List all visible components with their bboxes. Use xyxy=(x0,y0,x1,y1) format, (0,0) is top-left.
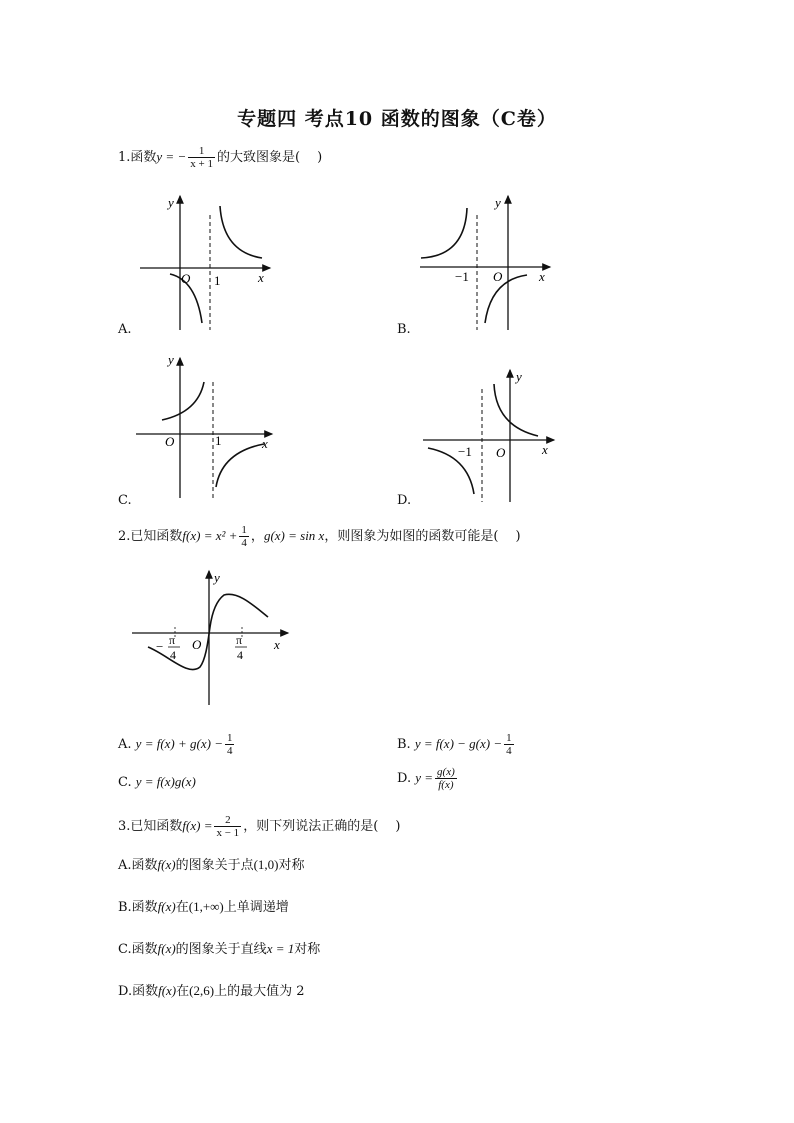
question-1-stem xyxy=(118,145,322,170)
q3-option-d-t1: D.函数 xyxy=(118,984,159,999)
origin-label: O xyxy=(192,637,202,652)
origin-label: O xyxy=(165,434,175,449)
q3-option-a-t1: A.函数 xyxy=(118,858,158,873)
q1-graph-a xyxy=(130,190,280,335)
q2-option-d-expr: y = xyxy=(415,770,434,785)
q3-option-d-t2: 在 xyxy=(176,984,190,999)
q2-option-b-den: 4 xyxy=(506,745,512,757)
q3-option-b-t1: B.函数 xyxy=(118,900,158,915)
curve-lower-right xyxy=(485,275,527,323)
q3-option-c-t3: 对称 xyxy=(294,942,321,957)
q2-option-b[interactable] xyxy=(397,732,516,757)
q3-option-d-m2: (2,6) xyxy=(189,983,215,998)
y-label: y xyxy=(214,570,220,585)
q3-option-c-m2: x = 1 xyxy=(266,941,295,956)
tick-label: 1 xyxy=(215,433,222,448)
q2-option-a-expr: y = f(x) + g(x) − xyxy=(135,736,223,751)
q1-fraction xyxy=(188,145,215,170)
q1-option-c-label[interactable]: C. xyxy=(118,493,132,508)
q1-lhs: y = − xyxy=(156,149,187,164)
q3-option-c-t2: 的图象关于直线 xyxy=(175,942,267,957)
tick-label: −1 xyxy=(458,444,472,459)
q2-g-def: g(x) = sin x xyxy=(263,528,325,543)
q3-prefix: 3.已知函数 xyxy=(118,819,183,834)
q2-option-a-num: 1 xyxy=(226,732,233,744)
q3-option-b-t2: 在 xyxy=(175,900,189,915)
y-label: y xyxy=(516,369,522,384)
q3-option-d[interactable] xyxy=(118,983,304,1000)
q3-option-d-m1: f(x) xyxy=(158,983,177,998)
tick-label: 1 xyxy=(214,273,221,288)
q3-option-a-m1: f(x) xyxy=(157,857,176,872)
q3-frac-num: 2 xyxy=(214,814,241,827)
q1-frac-num: 1 xyxy=(188,145,215,158)
q2-option-d[interactable] xyxy=(397,766,459,791)
q2-option-d-label: D. xyxy=(397,771,412,786)
q3-option-b-m2: (1,+∞) xyxy=(188,899,224,914)
q2-option-c-expr: y = f(x)g(x) xyxy=(135,774,196,789)
q1-frac-den: x + 1 xyxy=(190,158,213,170)
x-label: x xyxy=(542,442,548,457)
y-label: y xyxy=(168,352,174,367)
q2-option-a[interactable] xyxy=(118,732,236,757)
q2-option-c-label: C. xyxy=(118,775,132,790)
tick-label: −1 xyxy=(455,269,469,284)
q2-graph xyxy=(128,567,296,709)
curve-upper-left xyxy=(162,382,204,420)
origin-label: O xyxy=(496,445,506,460)
q1-option-b-label[interactable]: B. xyxy=(397,322,411,337)
q3-option-c-t1: C.函数 xyxy=(118,942,158,957)
x-label: x xyxy=(539,269,545,284)
neg-tick-sign: − xyxy=(156,639,164,654)
q2-option-b-expr: y = f(x) − g(x) − xyxy=(414,736,503,751)
q2-f-frac-den: 4 xyxy=(241,537,247,549)
x-label: x xyxy=(258,270,264,285)
q1-option-d-label[interactable]: D. xyxy=(397,493,412,508)
question-3-stem xyxy=(118,814,400,839)
q1-option-a-label[interactable]: A. xyxy=(118,322,132,337)
q3-option-a-t2: 的图象关于点 xyxy=(175,858,254,873)
q1-graph-c xyxy=(130,352,280,502)
q2-option-a-label: A. xyxy=(118,737,132,752)
curve-upper-right xyxy=(220,206,262,258)
q3-option-b-t3: 上单调递增 xyxy=(223,900,289,915)
q2-suffix: ，则图象为如图的函数可能是( ) xyxy=(324,529,521,544)
q2-option-a-fraction xyxy=(225,732,235,757)
q3-option-c[interactable] xyxy=(118,941,320,958)
q2-sep: ， xyxy=(250,529,264,544)
q1-graph-d xyxy=(418,364,568,509)
q2-f-def: f(x) = x² + xyxy=(182,528,238,543)
y-label: y xyxy=(168,195,174,210)
q3-option-b-m1: f(x) xyxy=(157,899,176,914)
origin-label: O xyxy=(493,269,503,284)
q3-option-c-m1: f(x) xyxy=(157,941,176,956)
q3-fraction xyxy=(214,814,241,839)
q3-option-a[interactable] xyxy=(118,857,305,874)
pos-tick-den: 4 xyxy=(237,648,243,662)
q2-option-d-den: f(x) xyxy=(438,779,454,791)
neg-tick-num: π xyxy=(169,633,176,647)
pos-tick-num: π xyxy=(236,633,243,647)
q2-option-d-fraction xyxy=(435,766,457,791)
question-2-stem xyxy=(118,524,521,549)
q2-option-b-num: 1 xyxy=(506,732,512,744)
q1-prefix: 1.函数 xyxy=(118,150,157,165)
q2-option-a-den: 4 xyxy=(226,745,233,757)
q2-f-frac-num: 1 xyxy=(241,524,247,536)
q1-graph-b xyxy=(415,190,565,335)
q3-option-a-t3: 对称 xyxy=(278,858,305,873)
q2-prefix: 2.已知函数 xyxy=(118,529,183,544)
q3-frac-den: x − 1 xyxy=(216,827,240,839)
x-label: x xyxy=(262,436,268,451)
page-title: 专题四 考点10 函数的图象（C卷） xyxy=(237,108,557,130)
q3-option-a-m2: (1,0) xyxy=(253,857,279,872)
graph-curve xyxy=(148,594,268,669)
y-label: y xyxy=(495,195,501,210)
q2-option-d-num: g(x) xyxy=(437,766,455,778)
curve-lower-right xyxy=(216,444,264,487)
q3-f-def: f(x) = xyxy=(182,818,213,833)
q3-suffix: ，则下列说法正确的是( ) xyxy=(243,819,401,834)
q2-option-c[interactable] xyxy=(118,774,196,791)
neg-tick-den: 4 xyxy=(170,648,176,662)
q2-option-b-fraction xyxy=(504,732,514,757)
q2-option-b-label: B. xyxy=(397,737,411,752)
origin-label: O xyxy=(181,271,191,286)
curve-upper-left xyxy=(421,208,467,258)
q1-suffix: 的大致图象是( ) xyxy=(216,150,323,165)
q3-option-b[interactable] xyxy=(118,899,289,916)
x-label: x xyxy=(274,637,280,652)
q3-option-d-t3: 上的最大值为 2 xyxy=(214,984,305,999)
curve-upper-right xyxy=(494,384,538,436)
q2-f-fraction xyxy=(239,524,249,549)
